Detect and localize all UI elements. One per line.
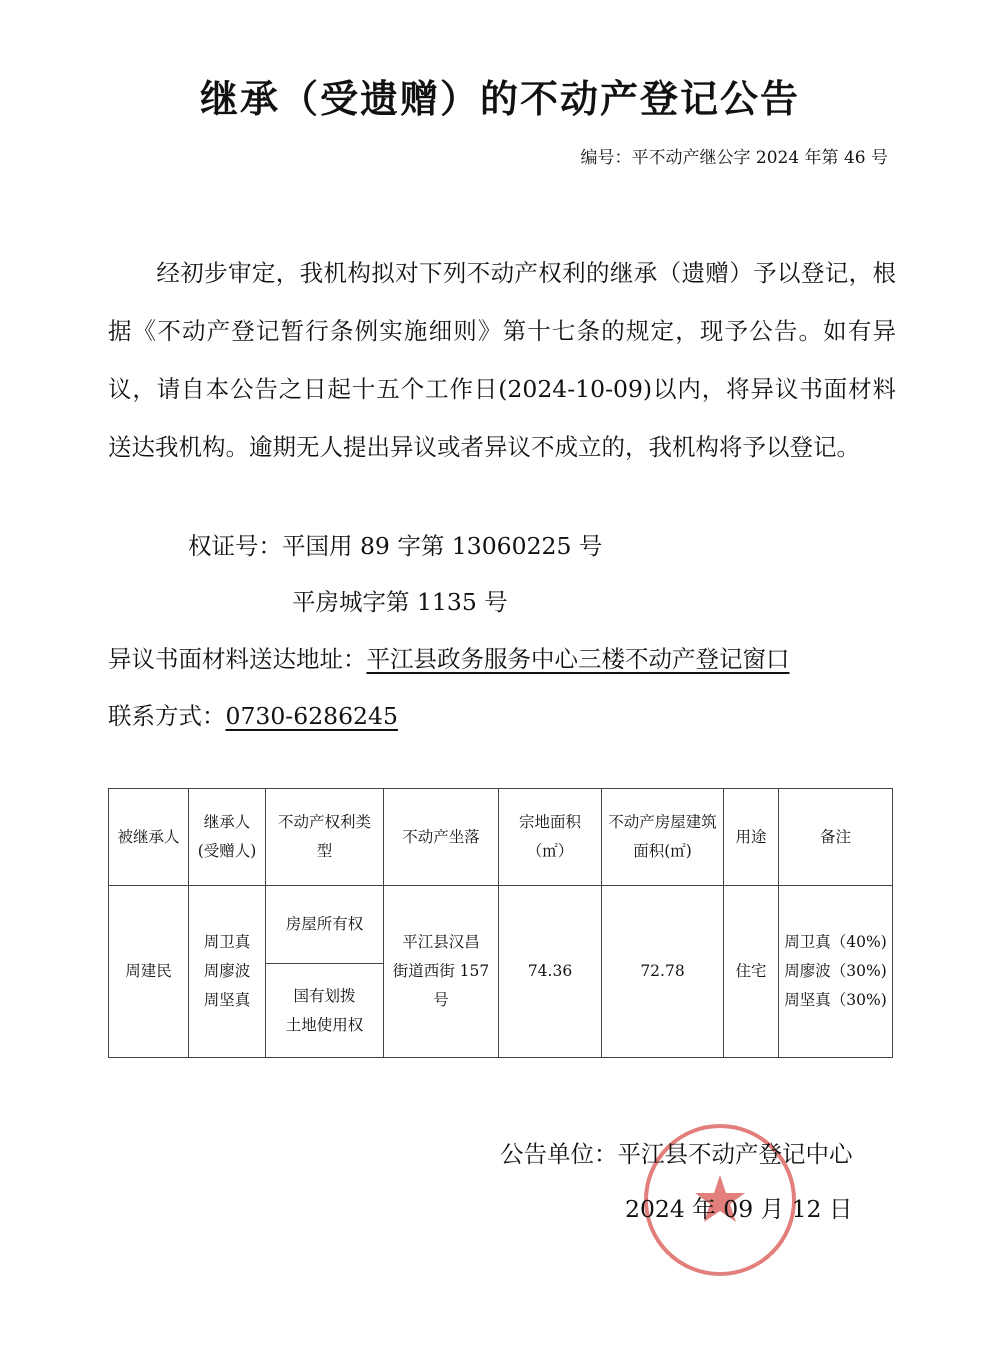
header-location: 不动产坐落	[384, 789, 499, 886]
notice-paragraph	[108, 244, 896, 476]
address-value: 平江县政务服务中心三楼不动产登记窗口	[366, 645, 790, 673]
header-decedent: 被继承人	[109, 789, 189, 886]
certificate-number-line-2: 平房城字第 1135 号	[292, 588, 508, 616]
contact-info	[108, 697, 398, 731]
cell-right-type-2: 国有划拨 土地使用权	[266, 964, 384, 1058]
document-number: 编号：平不动产继公字 2024 年第 46 号	[580, 148, 888, 168]
cell-remarks: 周卫真（40%) 周廖波（30%) 周坚真（30%)	[779, 886, 893, 1058]
header-heirs: 继承人(受赠人)	[189, 789, 266, 886]
header-remarks: 备注	[779, 789, 893, 886]
inheritance-table	[108, 788, 893, 1058]
table-row	[109, 886, 893, 964]
certificate-number-line-1: 权证号：平国用 89 字第 13060225 号	[188, 532, 603, 560]
notice-paragraph-text: 经初步审定，我机构拟对下列不动产权利的继承（遗赠）予以登记，根据《不动产登记暂行条例实施细则》第十七条的规定，现予公告。如有异议，请自本公告之日起十五个工作日(2024-10-09)以内，将异议书面材料送达我机构。逾期无人提出异议或者异议不成立的，我机构将予以登记。	[108, 259, 896, 461]
issuing-unit: 公告单位：平江县不动产登记中心	[500, 1140, 853, 1168]
header-building-area: 不动产房屋建筑面积(㎡)	[602, 789, 724, 886]
address-label: 异议书面材料送达地址：	[108, 645, 367, 673]
issue-date: 2024 年 09 月 12 日	[625, 1195, 853, 1223]
cell-building-area: 72.78	[602, 886, 724, 1058]
cell-usage: 住宅	[724, 886, 779, 1058]
cell-heirs: 周卫真 周廖波 周坚真	[189, 886, 266, 1058]
contact-phone: 0730-6286245	[225, 702, 398, 730]
objection-address	[108, 640, 790, 674]
notice-title: 继承（受遗赠）的不动产登记公告	[199, 77, 800, 121]
cell-land-area: 74.36	[499, 886, 602, 1058]
contact-label: 联系方式：	[108, 702, 226, 730]
header-land-area: 宗地面积（㎡）	[499, 789, 602, 886]
header-right-type: 不动产权利类 型	[266, 789, 384, 886]
cell-right-type-1: 房屋所有权	[266, 886, 384, 964]
header-usage: 用途	[724, 789, 779, 886]
cell-decedent: 周建民	[109, 886, 189, 1058]
table-header-row	[109, 789, 893, 886]
cell-location: 平江县汉昌 街道西街 157 号	[384, 886, 499, 1058]
